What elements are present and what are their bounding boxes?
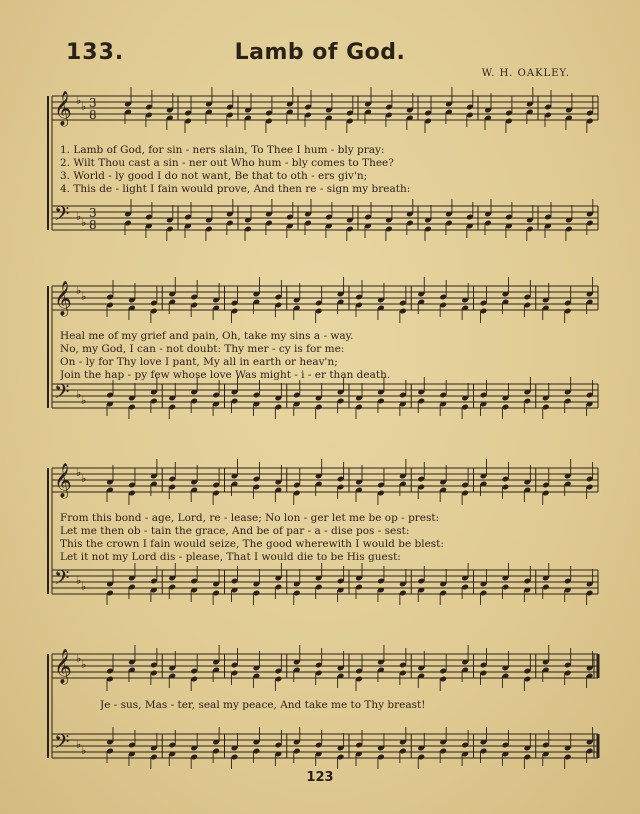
flat-icon: ♭ (76, 466, 82, 479)
flat-icon: ♭ (76, 284, 82, 297)
time-signature-denominator: 8 (89, 218, 97, 232)
lyric-line: 4. This de - light I fain would prove, And then re - sign my breath: (60, 183, 411, 195)
flat-icon: ♭ (81, 216, 87, 229)
flat-icon: ♭ (76, 738, 82, 751)
lyric-line: 2. Wilt Thou cast a sin - ner out Who hum - bly comes to Thee? (60, 157, 394, 169)
bass-clef-icon: 𝄢 (54, 380, 70, 408)
lyric-line: On - ly for Thy love I pant, My all in earth or heav'n; (60, 356, 338, 368)
time-signature-denominator: 8 (89, 108, 97, 122)
composer-credit: W. H. OAKLEY. (481, 68, 570, 79)
treble-clef-icon: 𝄞 (54, 91, 72, 126)
flat-icon: ♭ (81, 290, 87, 303)
bass-clef-icon: 𝄢 (54, 566, 70, 594)
lyric-line: Let me then ob - tain the grace, And be of par - a - dise pos - sest: (60, 525, 410, 537)
lyric-line: Je - sus, Mas - ter, seal my peace, And take me to Thy breast! (100, 699, 426, 711)
lyric-line: From this bond - age, Lord, re - lease; No lon - ger let me be op - prest: (60, 512, 440, 524)
treble-clef-icon: 𝄞 (54, 649, 72, 684)
flat-icon: ♭ (76, 388, 82, 401)
flat-icon: ♭ (81, 580, 87, 593)
bass-clef-icon: 𝄢 (54, 202, 70, 230)
flat-icon: ♭ (81, 100, 87, 113)
flat-icon: ♭ (76, 652, 82, 665)
music-staves-1 (0, 0, 640, 260)
lyric-line: Let it not my Lord dis - please, That I would die to be His guest: (60, 551, 401, 563)
flat-icon: ♭ (76, 574, 82, 587)
page-number: 123 (306, 770, 334, 785)
flat-icon: ♭ (81, 394, 87, 407)
flat-icon: ♭ (76, 94, 82, 107)
time-signature-numerator: 3 (89, 206, 97, 220)
flat-icon: ♭ (81, 658, 87, 671)
lyric-line: 3. World - ly good I do not want, Be that to oth - ers giv'n; (60, 170, 368, 182)
flat-icon: ♭ (81, 744, 87, 757)
flat-icon: ♭ (81, 472, 87, 485)
hymn-number: 133. (66, 40, 125, 65)
flat-icon: ♭ (76, 210, 82, 223)
bass-clef-icon: 𝄢 (54, 730, 70, 758)
lyric-line: This the crown I fain would seize, The good wherewith I would be blest: (60, 538, 444, 550)
hymn-title: Lamb of God. (234, 40, 406, 65)
lyric-line: 1. Lamb of God, for sin - ners slain, To Thee I hum - bly pray: (60, 144, 385, 156)
lyric-line: No, my God, I can - not doubt: Thy mer - cy is for me: (60, 343, 345, 355)
lyric-line: Join the hap - py few whose love Was might - i - er than death. (60, 369, 391, 381)
treble-clef-icon: 𝄞 (54, 463, 72, 498)
time-signature-numerator: 3 (89, 96, 97, 110)
treble-clef-icon: 𝄞 (54, 281, 72, 316)
lyric-line: Heal me of my grief and pain, Oh, take my sins a - way. (60, 330, 354, 342)
